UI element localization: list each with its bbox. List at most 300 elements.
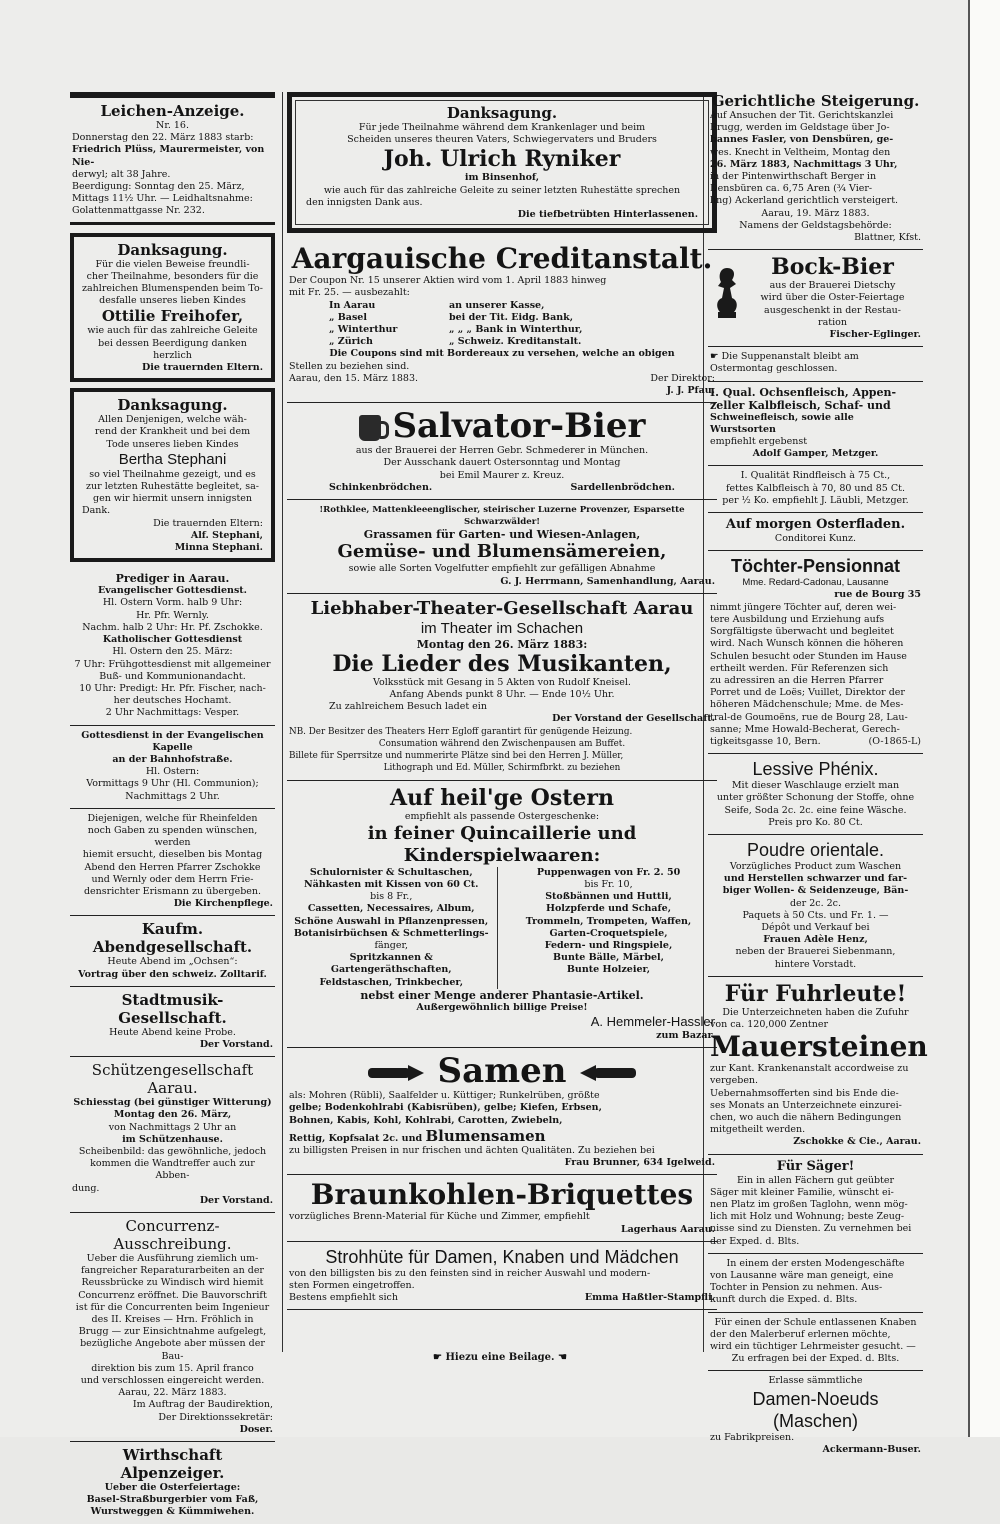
- suppe-line: Die Suppenanstalt bleibt am: [721, 351, 859, 363]
- liebhaber-theater: [287, 594, 717, 781]
- pension-line: tigkeitsgasse 10, Bern.: [710, 735, 821, 747]
- theater-line: Zu zahlreichem Besuch ladet ein: [329, 701, 487, 713]
- leichen-line: Donnerstag den 22. März 1883 starb:: [72, 132, 254, 144]
- rind-line: fettes Kalbfleisch à 70, 80 und 85 Ct.: [726, 482, 905, 494]
- damen-line: zu Fabrikpreisen.: [710, 1431, 795, 1443]
- ostern-item: Bunte Bälle, Märbel,: [553, 952, 664, 964]
- ostern-item: Feldstaschen, Trinkbecher,: [319, 976, 463, 988]
- poudre-line: und Herstellen schwarzer und far-: [723, 873, 908, 885]
- steigerung-line: wes. Knecht in Veltheim, Montag den: [710, 146, 891, 158]
- lessive-title: Lessive Phénix.: [752, 759, 879, 780]
- concurrenz-line: Concurrenz eröffnet. Die Bauvorschrift: [78, 1289, 267, 1301]
- fuhr-big: Mauersteinen: [710, 1030, 928, 1064]
- schuetzen-line: von Nachmittags 2 Uhr an: [108, 1121, 237, 1133]
- dank1-line: bei dessen Beerdigung danken herzlich: [98, 337, 247, 361]
- pension-line: höheren Mädchenschule; Mme. de Mes-: [710, 699, 904, 711]
- ryniker-title: Danksagung.: [446, 104, 558, 122]
- lessive-line: Seife, Soda 2c. 2c. eine feine Wäsche.: [724, 804, 907, 816]
- kapelle-title: Gottesdienst in der Evangelischen Kapelle: [81, 729, 264, 753]
- stadtmusik-title: Stadtmusik-Gesellschaft.: [118, 990, 227, 1027]
- theater-signature: Der Vorstand der Gesellschaft.: [552, 713, 715, 725]
- credit-line: Die Coupons sind mit Bordereaux zu versehen, welche an obigen: [329, 348, 675, 360]
- ostern-item: Nähkasten mit Kissen von 60 Ct.: [303, 878, 479, 890]
- schuetzen-line: Scheibenbild: das gewöhnliche, jedoch: [78, 1145, 267, 1157]
- poudre-line: biger Wollen- & Seidenzeuge, Bän-: [722, 885, 909, 897]
- pension-line: zu adressiren an die Herren Pfarrer: [710, 674, 884, 686]
- danksagung-freihofer: [70, 233, 275, 383]
- credit-director-label: Der Direktor:: [650, 372, 715, 384]
- samen2-signature: Frau Brunner, 634 Igelweid.: [564, 1157, 715, 1169]
- credit-place-row: [329, 300, 715, 312]
- fuhr-line: zur Kant. Krankenanstalt accordweise zu: [710, 1063, 909, 1075]
- theater-nb: Billete für Sperrsitze und nummerirte Plätze sind bei den Herren J. Müller,: [289, 751, 624, 762]
- dank1-line: wie auch für das zahlreiche Geleite: [87, 325, 258, 337]
- osterfladen-signature: Conditorei Kunz.: [774, 533, 857, 545]
- rheinfelden-line: hiemit ersucht, dieselben bis Montag: [82, 849, 263, 861]
- salvator-line: bei Emil Maurer z. Kreuz.: [439, 469, 565, 481]
- kapelle-line: Hl. Ostern:: [145, 766, 200, 778]
- suppe-line: Ostermontag geschlossen.: [710, 363, 838, 375]
- theater-title: Liebhaber-Theater-Gesellschaft Aarau: [310, 597, 694, 619]
- fuhrleute: [708, 977, 928, 1155]
- dank1-name: Ottilie Freihofer,: [101, 307, 244, 326]
- pension-title: Töchter-Pensionnat: [730, 556, 900, 577]
- concurrenz-line: Der Direktionssekretär:: [158, 1411, 273, 1423]
- ostern-signature: A. Hemmeler-Hassler: [590, 1013, 715, 1029]
- rheinfelden-line: noch Gaben zu spenden wünschen, werden: [87, 824, 258, 849]
- rheinfelden-line: Abend den Herren Pfarrer Zschokke: [84, 861, 261, 873]
- rheinfelden-line: Diejenigen, welche für Rheinfelden: [87, 812, 258, 824]
- prediger-line: 2 Uhr Nachmittags: Vesper.: [105, 707, 240, 719]
- dank1-line: desfalle unseres lieben Kindes: [99, 295, 246, 307]
- theater-play: Die Lieder des Musikanten,: [332, 650, 672, 677]
- knabe-maler: [708, 1313, 923, 1372]
- ryniker-line: Für jede Theilnahme während dem Krankenlager und beim: [358, 122, 646, 133]
- dank2-signature: Alf. Stephani,: [190, 529, 263, 541]
- steigerung-line: Aarau, 19. März 1883.: [761, 207, 870, 219]
- concurrenz-line: ist für die Concurrenten beim Ingenieur: [75, 1301, 270, 1313]
- wirthschaft-title: Wirthschaft Alpenzeiger.: [120, 1446, 225, 1483]
- ostern-signature: zum Bazar.: [656, 1029, 715, 1041]
- samen2-line: Bohnen, Kabis, Kohl, Kohlrabi, Carotten, Zwiebeln,: [289, 1114, 563, 1126]
- steigerung-line: 26. März 1883, Nachmittags 3 Uhr,: [710, 158, 898, 170]
- samen1-title: Gemüse- und Blumensämereien,: [337, 541, 667, 563]
- dank1-line: cher Theilnahme, besonders für die: [86, 270, 259, 282]
- prediger-line: Hl. Ostern den 25. März:: [112, 646, 233, 658]
- steigerung-line: Auf Ansuchen der Tit. Gerichtskanzlei: [710, 110, 894, 121]
- concurrenz-line: Reussbrücke zu Windisch wird hiemit: [81, 1277, 264, 1289]
- samen1-line: sowie alle Sorten Vogelfutter empfiehlt zur gefälligen Abnahme: [348, 563, 656, 575]
- kaufm-line: Vortrag über den schweiz. Zolltarif.: [78, 968, 267, 980]
- pointing-hand-icon: [578, 1062, 636, 1084]
- kaufm-line: Heute Abend im „Ochsen“:: [107, 956, 238, 968]
- ostern-big: in feiner Quincaillerie und Kinderspielwaaren:: [367, 822, 637, 866]
- evangelische-kapelle: [70, 726, 275, 809]
- braunkohlen-briquettes: [287, 1175, 717, 1241]
- ostern-item: bis 8 Fr.,: [370, 891, 413, 903]
- knabe-line: Zu erfragen bei der Exped. d. Blts.: [731, 1353, 900, 1365]
- credit-place-row: [329, 336, 715, 348]
- kapelle-line: Nachmittags 2 Uhr.: [125, 790, 220, 802]
- pension-line: Schulen besucht oder Stunden im Hause: [710, 650, 907, 662]
- prediger-line: Hr. Pfr. Wernly.: [136, 609, 209, 621]
- ostern-right-list: [502, 867, 715, 989]
- bock-line: ausgeschenkt in der Restau-: [764, 304, 901, 316]
- concurrenz-line: und verschlossen eingereicht werden.: [80, 1375, 265, 1387]
- pension-line: wird. Nach Wunsch können die höheren: [710, 638, 904, 650]
- theater-line: Volksstück mit Gesang in 5 Akten von Rudolf Kneisel.: [373, 676, 631, 688]
- credit-city: „ Basel: [329, 311, 367, 323]
- dank2-line: Dank.: [82, 505, 111, 517]
- wirthschaft-line: Ueber die Osterfeiertage:: [104, 1482, 241, 1494]
- saeger-title: Für Säger!: [776, 1158, 855, 1174]
- saeger-line: lich mit Holz und Wohnung; beste Zeug-: [710, 1211, 905, 1223]
- stadtmusik-line: Heute Abend keine Probe.: [109, 1026, 236, 1038]
- prediger-sub: Katholischer Gottesdienst: [102, 634, 243, 646]
- theater-nb: NB. Der Besitzer des Theaters Herr Egloff garantirt für genügende Heizung.: [289, 726, 633, 737]
- bock-line: aus der Brauerei Dietschy: [769, 280, 896, 292]
- wirthschaft-line: Wurstweggen & Kümmiwehen.: [90, 1506, 255, 1518]
- steigerung-line: Brugg, werden im Geldstage über Jo-: [710, 122, 890, 134]
- credit-bank: „ „ „ Bank in Winterthur,: [449, 324, 583, 336]
- pension-code: (O-1865-L): [868, 735, 921, 747]
- lessive-line: Preis pro Ko. 80 Ct.: [768, 816, 863, 828]
- credit-line: Stellen zu beziehen sind.: [289, 360, 410, 372]
- ryniker-signature: Die tiefbetrübten Hinterlassenen.: [517, 209, 698, 221]
- fuhr-line: von ca. 120,000 Zentner: [710, 1018, 828, 1030]
- salvator-line: aus der Brauerei der Herren Gebr. Schmederer in München.: [355, 445, 649, 457]
- samen1-signature: G. J. Herrmann, Samenhandlung, Aarau.: [500, 575, 715, 587]
- beilage-footer: [290, 1352, 710, 1363]
- dank1-signature: Die trauernden Eltern.: [141, 362, 263, 374]
- strohhuete: [287, 1242, 717, 1311]
- pension-line: rue de Bourg 35: [834, 589, 921, 601]
- kaufm-title: Kaufm. Abendgesellschaft.: [92, 920, 253, 957]
- credit-city: „ Zürich: [329, 336, 373, 348]
- column-left: [70, 92, 275, 1524]
- ostern-item: Holzpferde und Schafe,: [546, 903, 671, 915]
- poudre-line: Vorzügliches Product zum Waschen: [729, 860, 902, 872]
- theater-nb: Lithograph und Ed. Müller, Schirmfbrkt. zu beziehen: [383, 763, 621, 774]
- stadtmusik: [70, 987, 275, 1057]
- saeger-line: nen Platz im großen Taglohn, wenn mög-: [710, 1199, 908, 1210]
- poudre-line: Paquets à 50 Cts. und Fr. 1. —: [742, 909, 889, 921]
- ostern-item: Botanisirbüchsen & Schmetterlings-: [293, 927, 489, 939]
- dank2-signature: Minna Stephani.: [174, 542, 263, 554]
- poudre-line: Frauen Adèle Henz,: [763, 934, 868, 946]
- fuhr-line: mitgetheilt werden.: [710, 1124, 806, 1136]
- prediger-aarau: [70, 568, 275, 725]
- rind-line: I. Qualität Rindfleisch à 75 Ct.,: [740, 470, 891, 482]
- credit-signature: J. J. Pfau.: [666, 385, 715, 397]
- prediger-line: Nachm. halb 2 Uhr: Hr. Pf. Zschokke.: [82, 621, 263, 633]
- poudre-orientale: [708, 835, 923, 977]
- concurrenz-line: des II. Kreises — Hrn. Fröhlich in: [91, 1314, 254, 1326]
- fuhr-signature: Zschokke & Cie., Aarau.: [793, 1136, 921, 1148]
- samen-brunner: [287, 1048, 717, 1175]
- column-rule-left: [282, 92, 283, 1352]
- pointing-hand-icon: ☛: [710, 351, 722, 363]
- ostern-lists: [289, 867, 715, 989]
- column-right: [708, 92, 928, 1461]
- ostern-item: Stoßbännen und Huttli,: [545, 891, 672, 903]
- concurrenz-title: Concurrenz-Ausschreibung.: [113, 1217, 232, 1253]
- theater-date: Montag den 26. März 1883:: [416, 637, 588, 651]
- poudre-title: Poudre orientale.: [746, 839, 885, 860]
- concurrenz-line: Aarau, 22. März 1883.: [118, 1387, 227, 1399]
- ostern-item: Puppenwagen von Fr. 2. 50: [536, 866, 681, 878]
- leichen-nr: Nr. 16.: [156, 120, 189, 131]
- salvator-left: Schinkenbrödchen.: [329, 481, 433, 493]
- ostern-left-list: [289, 867, 498, 989]
- beilage-text: Hiezu eine Beilage.: [445, 1352, 555, 1363]
- knabe-line: der den Malerberuf erlernen möchte,: [710, 1328, 891, 1340]
- stroh-line: sten Formen eingetroffen.: [289, 1279, 415, 1291]
- concurrenz-line: fangreicher Reparaturarbeiten an der: [81, 1265, 264, 1277]
- lessive-line: unter größter Schonung der Stoffe, ohne: [716, 792, 915, 804]
- samen1-line: Grassamen für Garten- und Wiesen-Anlagen,: [363, 528, 641, 542]
- rind-line: per ½ Ko. empfiehlt J. Läubli, Metzger.: [722, 494, 909, 506]
- poudre-line: neben der Brauerei Siebenmann,: [735, 946, 896, 958]
- steigerung-line: ling) Ackerland gerichtlich versteigert.: [710, 195, 899, 207]
- prediger-line: her deutsches Hochamt.: [113, 695, 232, 707]
- fleisch-signature: Adolf Gamper, Metzger.: [752, 448, 879, 460]
- stroh-line: von den billigsten bis zu den feinsten sind in reicher Auswahl und modern-: [289, 1267, 651, 1279]
- steigerung-line: Densbüren ca. 6,75 Aren (¾ Vier-: [710, 183, 873, 195]
- dank1-title: Danksagung.: [117, 240, 228, 259]
- theater-sub: im Theater im Schachen: [420, 619, 584, 637]
- heilge-ostern: [287, 781, 717, 1049]
- ostern-item: fänger,: [374, 939, 408, 951]
- fuhr-line: ses Monats an Unterzeichnete einzurei-: [710, 1099, 902, 1111]
- pointing-hand-icon: ☚: [554, 1352, 567, 1363]
- schuetzen-signature: Der Vorstand.: [199, 1194, 273, 1206]
- leichen-line: Beerdigung: Sonntag den 25. März,: [72, 181, 245, 193]
- beer-mug-icon: [359, 415, 381, 441]
- pointing-hand-icon: [368, 1062, 426, 1084]
- pension-line: tral-de Goumoëns, rue de Bourg 28, Lau-: [710, 711, 908, 723]
- pension-line: ertheilt werden. Für Referenzen sich: [710, 662, 889, 674]
- braunkohlen-line: vorzügliches Brenn-Material für Küche und Zimmer, empfiehlt: [289, 1211, 590, 1223]
- mode-line: Tochter in Pension zu nehmen. Aus-: [710, 1282, 883, 1294]
- mode-line: kunft durch die Exped. d. Blts.: [710, 1294, 858, 1306]
- concurrenz-line: bezügliche Angebote aber müssen der Bau-: [80, 1338, 265, 1362]
- damen-line: Erlasse sämmtliche: [768, 1375, 863, 1387]
- theater-nb: Consumation während den Zwischenpausen am Buffet.: [378, 738, 626, 749]
- schuetzengesellschaft: [70, 1057, 275, 1213]
- ostern-item: Garten-Croquetspiele,: [549, 927, 668, 939]
- ochsenfleisch: [708, 382, 923, 467]
- fleisch-line: empfiehlt ergebenst: [710, 436, 808, 448]
- concurrenz-line: Brugg — zur Einsichtnahme aufgelegt,: [78, 1326, 267, 1338]
- fleisch-line: zeller Kalbfleisch, Schaf- und: [710, 398, 891, 412]
- stroh-signature: Emma Haßtler-Stampfli.: [584, 1292, 715, 1304]
- ostern-title: Auf heil'ge Ostern: [390, 784, 614, 811]
- steigerung-title: Gerichtliche Steigerung.: [711, 92, 920, 110]
- credit-title: Aargauische Creditanstalt.: [291, 242, 713, 276]
- rheinfelden-line: densrichter Erismann zu übergeben.: [83, 885, 262, 897]
- bock-bier: [708, 250, 923, 347]
- lessive-phenix: [708, 754, 923, 835]
- pension-line: Mme. Redard-Cadonau, Lausanne: [742, 577, 889, 589]
- toechter-pensionnat: [708, 551, 923, 754]
- pension-line: Porret und de Loës; Vuillet, Direktor der: [710, 687, 905, 699]
- salvator-right: Sardellenbrödchen.: [570, 481, 675, 493]
- ryniker-line: wie auch für das zahlreiche Geleite zu seiner letzten Ruhestätte sprechen: [323, 184, 681, 196]
- pension-line: tere Ausbildung und Erziehung aufs: [710, 613, 885, 625]
- braunkohlen-title: Braunkohlen-Briquettes: [310, 1178, 694, 1212]
- damen-title: Damen-Noeuds (Maschen): [752, 1388, 879, 1431]
- saeger-line: Ein in allen Fächern gut geübter: [736, 1174, 895, 1186]
- suppenanstalt: [708, 347, 923, 381]
- dank2-name: Bertha Stephani: [118, 450, 227, 468]
- ryniker-place: im Binsenhof,: [464, 172, 540, 184]
- schuetzen-line: Montag den 26. März,: [113, 1109, 232, 1121]
- gerichtliche-steigerung: [708, 92, 923, 250]
- dank2-line: Allen Denjenigen, welche wäh-: [98, 414, 247, 426]
- prediger-sub: Evangelischer Gottesdienst.: [98, 585, 247, 597]
- bock-line: ration: [818, 316, 847, 328]
- concurrenz-line: direktion bis zum 15. April franco: [91, 1362, 254, 1374]
- credit-places: [289, 300, 715, 349]
- osterfladen-title: Auf morgen Osterfladen.: [725, 517, 906, 533]
- bock-line: wird über die Oster-Feiertage: [760, 292, 905, 304]
- credit-city: In Aarau: [329, 299, 376, 311]
- pension-line: sanne; Mme Howald-Becherat, Gerech-: [710, 723, 900, 735]
- steigerung-line: in der Pintenwirthschaft Berger in: [710, 171, 877, 183]
- steigerung-signature: Blattner, Kfst.: [854, 232, 921, 244]
- salvator-title: Salvator-Bier: [392, 406, 646, 447]
- schuetzen-line: kommen die Wandtreffer auch zur Abben-: [90, 1158, 255, 1182]
- steigerung-line: Namens der Geldstagsbehörde:: [739, 219, 892, 231]
- saeger-line: Säger mit kleiner Familie, wünscht ei-: [710, 1186, 894, 1198]
- schuetzen-line: dung.: [72, 1182, 100, 1194]
- pension-line: nimmt jüngere Töchter auf, deren wei-: [710, 601, 897, 613]
- lessive-line: Mit dieser Waschlauge erzielt man: [731, 780, 900, 792]
- samen2-big: Blumensamen: [425, 1126, 546, 1145]
- knabe-line: wird ein tüchtiger Lehrmeister gesucht. —: [710, 1341, 916, 1353]
- braunkohlen-signature: Lagerhaus Aarau.: [620, 1223, 715, 1235]
- saeger-line: nisse sind zu Diensten. Zu vernehmen bei: [710, 1223, 912, 1235]
- dank2-line: zur letzten Ruhestätte begleitet, sa-: [86, 481, 259, 493]
- saeger-line: der Exped. d. Blts.: [710, 1235, 800, 1247]
- kaufm-abendgesellschaft: [70, 916, 275, 986]
- concurrenz-ausschreibung: [70, 1213, 275, 1442]
- concurrenz-line: Ueber die Ausführung ziemlich um-: [86, 1253, 259, 1264]
- ostern-line: nebst einer Menge anderer Phantasie-Artikel.: [360, 988, 644, 1002]
- credit-bank: „ Schweiz. Kreditanstalt.: [449, 336, 582, 348]
- dank2-line: so viel Theilnahme gezeigt, und es: [89, 468, 256, 480]
- bock-title: Bock-Bier: [771, 254, 894, 281]
- schuetzen-line: im Schützenhause.: [122, 1133, 223, 1145]
- mode-line: von Lausanne wäre man geneigt, eine: [710, 1270, 894, 1282]
- prediger-line: 10 Uhr: Predigt: Hr. Pfr. Fischer, nach-: [79, 682, 266, 694]
- credit-city: „ Winterthur: [329, 324, 398, 336]
- dank1-line: zahlreichen Blumenspenden beim To-: [82, 283, 263, 295]
- creditanstalt: [287, 239, 717, 403]
- fleisch-line: Schweinefleisch, sowie alle Wurstsorten: [710, 411, 854, 435]
- dank1-line: Für die vielen Beweise freundli-: [95, 258, 250, 270]
- dank2-line: Die trauernden Eltern:: [153, 517, 263, 529]
- damen-signature: Ackermann-Buser.: [822, 1443, 921, 1455]
- ostern-item: Trommeln, Trompeten, Waffen,: [525, 915, 692, 927]
- credit-bank: bei der Tit. Eidg. Bank,: [449, 311, 574, 323]
- dank2-line: gen wir hiermit unsern innigsten: [92, 493, 253, 505]
- wirthschaft-alpenzeiger: [70, 1442, 275, 1524]
- ostern-item: Bunte Holzeier,: [566, 964, 651, 976]
- stroh-title: Strohhüte für Damen, Knaben und Mädchen: [325, 1246, 679, 1267]
- bock-goat-icon: [710, 264, 744, 320]
- ostern-item: Schulornister & Schultaschen,: [309, 866, 473, 878]
- samen-herrmann: [287, 500, 717, 594]
- salvator-bier: [287, 403, 717, 500]
- saeger: [708, 1155, 923, 1254]
- samen2-line: zu billigsten Preisen in nur frischen und ächten Qualitäten. Zu beziehen bei: [289, 1144, 655, 1156]
- leichen-anzeige: [70, 92, 275, 225]
- rheinfelden-notice: [70, 809, 275, 917]
- danksagung-ryniker: [287, 92, 717, 233]
- pointing-hand-icon: ☛: [433, 1352, 446, 1363]
- prediger-line: Buß- und Kommunionandacht.: [99, 670, 246, 682]
- rheinfelden-signature: Die Kirchenpflege.: [173, 898, 273, 910]
- samen2-line: Rettig, Kopfsalat 2c. und: [289, 1132, 423, 1144]
- schuetzen-line: Schiesstag (bei günstiger Witterung): [73, 1097, 272, 1109]
- damen-noeuds: [708, 1371, 923, 1461]
- prediger-line: 7 Uhr: Frühgottesdienst mit allgemeiner: [74, 658, 271, 670]
- fuhr-line: Die Unterzeichneten haben die Zufuhr: [722, 1006, 909, 1018]
- wirthschaft-line: Basel-Straßburgerbier vom Faß,: [86, 1494, 259, 1506]
- stroh-line: Bestens empfiehlt sich: [289, 1292, 398, 1304]
- credit-place-row: [329, 312, 715, 324]
- fuhr-title: Für Fuhrleute!: [724, 980, 907, 1007]
- concurrenz-line: Im Auftrag der Baudirektion,: [132, 1399, 273, 1411]
- column-center: [287, 92, 717, 1310]
- dank2-title: Danksagung.: [117, 396, 228, 415]
- leichen-line: Friedrich Plüss, Maurermeister, von Nie-: [72, 144, 265, 168]
- leichen-line: derwyl; alt 38 Jahre.: [72, 168, 171, 180]
- fuhr-line: Uebernahmsofferten sind bis Ende die-: [710, 1087, 899, 1099]
- mode-line: In einem der ersten Modengeschäfte: [726, 1257, 905, 1269]
- credit-line: Der Coupon Nr. 15 unserer Aktien wird vom 1. April 1883 hinweg: [289, 275, 607, 287]
- ryniker-line: Scheiden unseres theuren Vaters, Schwiegervaters und Bruders: [347, 134, 657, 146]
- page-edge: [968, 0, 1000, 1437]
- bock-signature: Fischer-Eglinger.: [829, 329, 921, 341]
- ostern-item: Schöne Auswahl in Pflanzenpressen,: [294, 915, 489, 927]
- leichen-line: Mittags 11½ Uhr. — Leidhaltsnahme:: [72, 193, 253, 205]
- modengeschaeft: [708, 1254, 923, 1313]
- ostern-item: Spritzkannen & Gartengeräthschaften,: [330, 952, 452, 976]
- schuetzen-title: Schützengesellschaft Aarau.: [91, 1061, 254, 1098]
- ostern-item: Cassetten, Necessaires, Album,: [307, 903, 475, 915]
- dank2-line: Tode unseres lieben Kindes: [106, 438, 239, 450]
- ostern-line: empfiehlt als passende Ostergeschenke:: [404, 810, 600, 822]
- danksagung-stephani: [70, 388, 275, 562]
- ostern-item: bis Fr. 10,: [584, 878, 633, 890]
- rheinfelden-line: und Wernly oder dem Herrn Frie-: [91, 873, 254, 885]
- samen2-line: als: Mohren (Rübli), Saalfelder u. Küttiger; Runkelrüben, größte: [289, 1090, 600, 1102]
- fuhr-line: vergeben.: [710, 1075, 759, 1087]
- leichen-line: Golattenmattgasse Nr. 232.: [72, 205, 205, 217]
- leichen-title: Leichen-Anzeige.: [100, 102, 245, 120]
- stadtmusik-signature: Der Vorstand.: [199, 1038, 273, 1050]
- credit-bank: an unserer Kasse,: [449, 299, 545, 311]
- ostern-line: Außergewöhnlich billige Preise!: [416, 1001, 588, 1013]
- fuhr-line: chen, wo auch die nähern Bedingungen: [710, 1111, 902, 1123]
- salvator-line: Der Ausschank dauert Ostersonntag und Montag: [383, 457, 621, 469]
- credit-place-row: [329, 324, 715, 336]
- ryniker-name: Joh. Ulrich Ryniker: [383, 146, 621, 173]
- prediger-line: Hl. Ostern Vorm. halb 9 Uhr:: [102, 597, 243, 609]
